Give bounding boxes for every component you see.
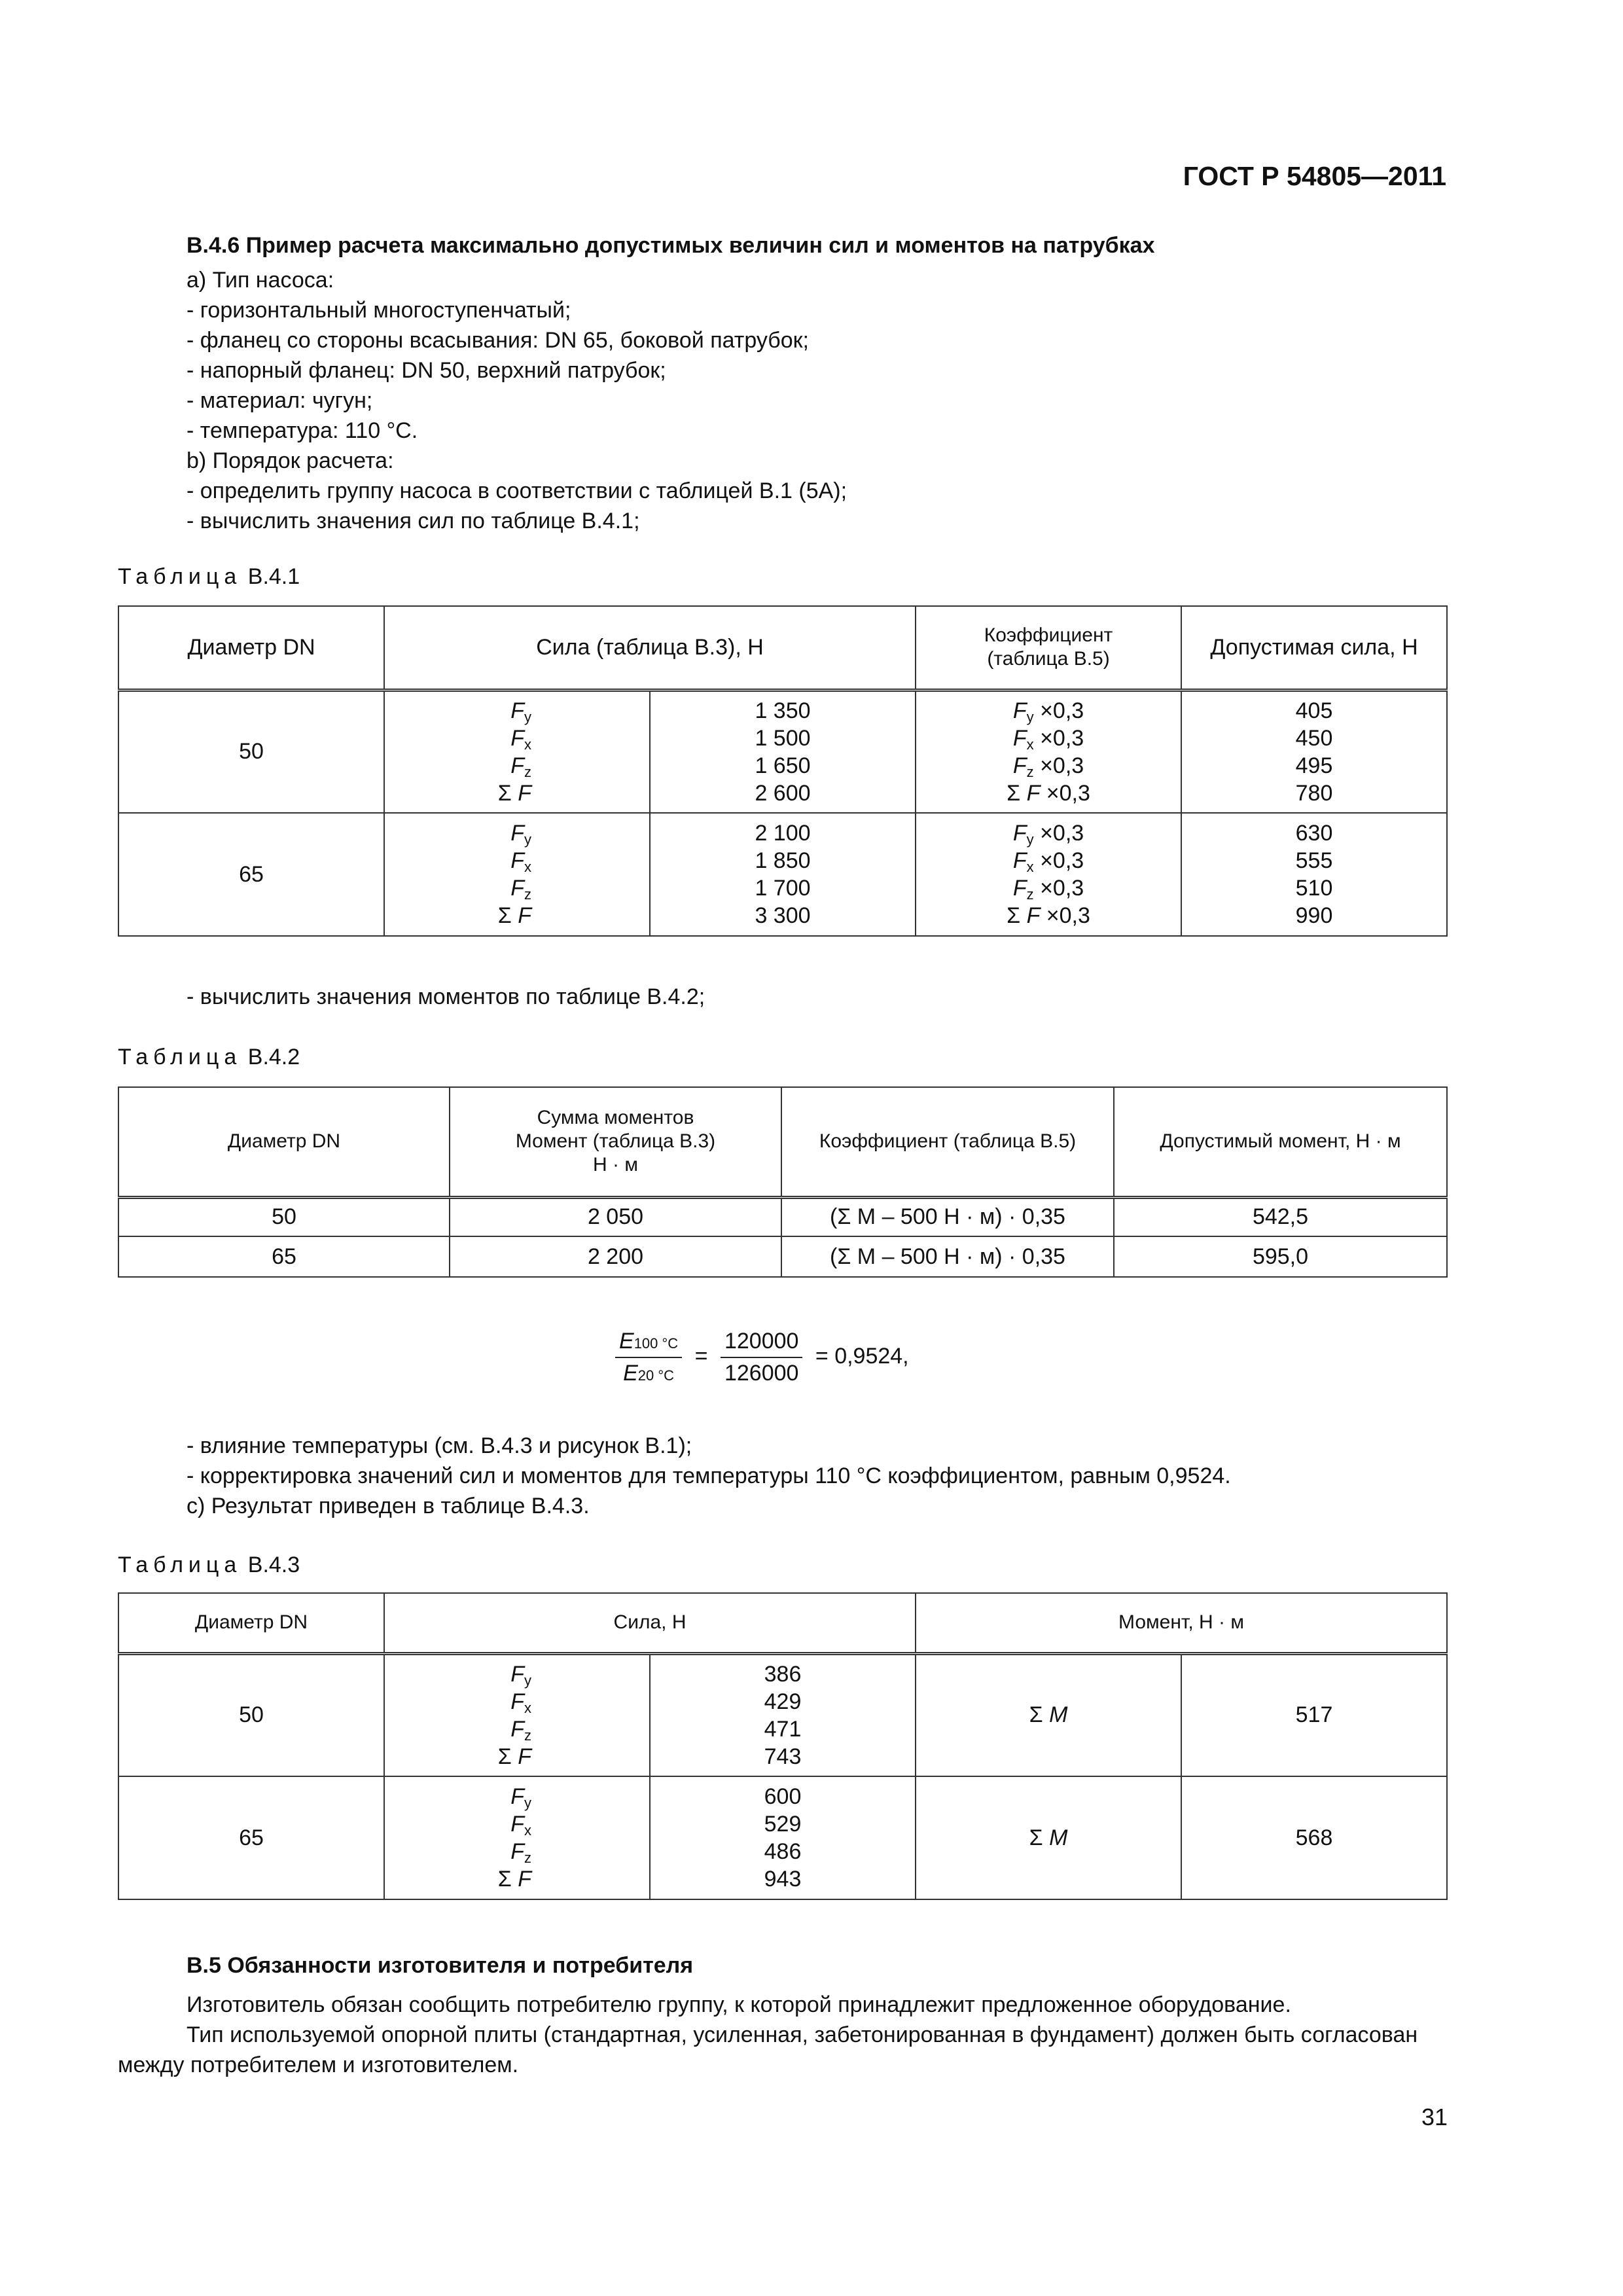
- text-line: - вычислить значения моментов по таблице В.4.2;: [187, 984, 705, 1009]
- coef-cell: [916, 813, 1181, 936]
- dn-cell: 50: [118, 1653, 384, 1776]
- symbol-sum-f: Σ F: [497, 903, 531, 928]
- value: 1 850: [755, 848, 811, 873]
- symbol-fz: $F_z$: [510, 1839, 531, 1866]
- header-diameter: Диаметр DN: [118, 1593, 384, 1653]
- dn-cell: 65: [118, 813, 384, 936]
- value: 405: [1295, 698, 1333, 723]
- text-line: с) Результат приведен в таблице В.4.3.: [187, 1494, 590, 1518]
- header-moment: Момент, Н · м: [916, 1593, 1447, 1653]
- value: 3 300: [755, 903, 811, 928]
- header-diameter: Диаметр DN: [118, 606, 384, 690]
- symbol-fz: $F_z$: [510, 753, 531, 780]
- header-line: Момент (таблица В.3): [515, 1130, 716, 1153]
- header-coef-line: Коэффициент: [984, 624, 1113, 647]
- symbol-fy: $F_y$: [510, 1661, 531, 1689]
- table-caption-b42: [118, 1045, 300, 1070]
- dn-cell: 50: [118, 690, 384, 813]
- value: 1 350: [755, 698, 811, 723]
- table-caption-b41: [118, 564, 300, 590]
- symbol-fx: $F_x$: [510, 848, 531, 875]
- text-line: - корректировка значений сил и моментов для температуры 110 °С коэффициентом, равным 0,9524.: [187, 1463, 1231, 1488]
- paragraph: Изготовитель обязан сообщить потребителю группу, к которой принадлежит предложенное оборудование.: [187, 1992, 1291, 2017]
- symbol-fy: $F_y$: [510, 821, 531, 848]
- symbol-sum-f: Σ F: [497, 1867, 531, 1892]
- paragraph: Тип используемой опорной плиты (стандартная, усиленная, забетонированная в фундамент) должен быть согласован между потребителем и изготовителем.: [118, 2022, 1418, 2077]
- value: 386: [764, 1661, 802, 1687]
- table-row: [118, 690, 1447, 813]
- coef-fy: $F_y \times 0,3$: [1012, 821, 1084, 848]
- caption-number: В.4.3: [247, 1552, 300, 1577]
- moment-cell: 2 050: [450, 1197, 781, 1236]
- caption-word: Таблица: [118, 1045, 242, 1069]
- header-force: Сила (таблица В.3), Н: [384, 606, 916, 690]
- moment-cell: 2 200: [450, 1236, 781, 1277]
- sum-m-cell: Σ M: [916, 1776, 1181, 1899]
- caption-number: В.4.1: [247, 564, 300, 589]
- symbol-cell: [384, 813, 650, 936]
- allowed-cell: 595,0: [1114, 1236, 1447, 1277]
- dn-cell: 65: [118, 1776, 384, 1899]
- value: 630: [1295, 821, 1333, 846]
- dn-cell: 50: [118, 1197, 450, 1236]
- temperature-formula: [615, 1329, 909, 1386]
- table-row: [118, 1653, 1447, 1776]
- value: 471: [764, 1716, 802, 1742]
- symbol-fx: $F_x$: [510, 725, 531, 753]
- value: 1 700: [755, 876, 811, 901]
- value: 600: [764, 1784, 802, 1809]
- sum-m-cell: Σ M: [916, 1653, 1181, 1776]
- equals-sign: =: [694, 1343, 708, 1369]
- header-allowed-force: Допустимая сила, Н: [1181, 606, 1447, 690]
- header-coefficient: Коэффициент (таблица В.5): [781, 1087, 1114, 1197]
- value: 990: [1295, 903, 1333, 928]
- fraction-values: $\frac{120000}{126000}$: [721, 1329, 802, 1386]
- value-cell: [650, 1776, 916, 1899]
- value: 486: [764, 1839, 802, 1864]
- text-line: - температура: 110 °С.: [187, 418, 418, 443]
- coef-cell: [916, 690, 1181, 813]
- text-line: b) Порядок расчета:: [187, 448, 394, 473]
- coef-sum: Σ F ×0,3: [1007, 780, 1090, 806]
- symbol-cell: [384, 690, 650, 813]
- table-b43: [118, 1592, 1448, 1900]
- value: 1 650: [755, 753, 811, 778]
- value: 1 500: [755, 725, 811, 751]
- table-row: [118, 1236, 1447, 1277]
- table-b41: [118, 605, 1448, 937]
- symbol-fy: $F_y$: [510, 1784, 531, 1811]
- symbol-sum-f: Σ F: [497, 780, 531, 806]
- fraction-e: $\frac{E100 ^\circ C}{E20 ^\circ C}$: [615, 1329, 682, 1386]
- moment-cell: 517: [1181, 1653, 1447, 1776]
- caption-word: Таблица: [118, 1552, 242, 1577]
- section-title-b5: В.5 Обязанности изготовителя и потребителя: [187, 1953, 694, 1978]
- header-force: Сила, Н: [384, 1593, 916, 1653]
- after-formula-lines: [187, 1431, 1231, 1521]
- allowed-cell: [1181, 690, 1447, 813]
- value: 2 100: [755, 821, 811, 846]
- section-title-b46: В.4.6 Пример расчета максимально допустимых величин сил и моментов на патрубках: [187, 233, 1155, 258]
- caption-number: В.4.2: [247, 1045, 300, 1069]
- coef-fz: $F_z \times 0,3$: [1012, 876, 1084, 903]
- value: 555: [1295, 848, 1333, 873]
- value-cell: [650, 690, 916, 813]
- coef-fz: $F_z \times 0,3$: [1012, 753, 1084, 780]
- symbol-fx: $F_x$: [510, 1689, 531, 1716]
- value: 450: [1295, 725, 1333, 751]
- symbol-fz: $F_z$: [510, 1716, 531, 1744]
- header-line: Сумма моментов: [537, 1107, 694, 1129]
- header-coef-line: (таблица В.5): [987, 648, 1110, 670]
- value: 429: [764, 1689, 802, 1714]
- value-cell: [650, 813, 916, 936]
- symbol-fy: $F_y$: [510, 698, 531, 725]
- symbol-fx: $F_x$: [510, 1812, 531, 1839]
- text-line: - горизонтальный многоступенчатый;: [187, 298, 571, 323]
- text-line: - напорный фланец: DN 50, верхний патрубок;: [187, 358, 666, 383]
- header-line: Н · м: [593, 1154, 638, 1176]
- symbol-fz: $F_z$: [510, 876, 531, 903]
- value: 2 600: [755, 780, 811, 806]
- coef-cell: (Σ M – 500 Н · м) · 0,35: [781, 1197, 1114, 1236]
- symbol-cell: [384, 1653, 650, 1776]
- coef-fx: $F_x \times 0,3$: [1012, 848, 1084, 875]
- value: 510: [1295, 876, 1333, 901]
- coef-cell: (Σ M – 500 Н · м) · 0,35: [781, 1236, 1114, 1277]
- coef-fx: $F_x \times 0,3$: [1012, 725, 1084, 753]
- header-moment-sum: [450, 1087, 781, 1197]
- allowed-cell: 542,5: [1114, 1197, 1447, 1236]
- value-cell: [650, 1653, 916, 1776]
- table-row: [118, 813, 1447, 936]
- value: 780: [1295, 780, 1333, 806]
- text-line: а) Тип насоса:: [187, 268, 334, 293]
- header-allowed-moment: Допустимый момент, Н · м: [1114, 1087, 1447, 1197]
- page-number: 31: [1421, 2104, 1448, 2130]
- value: 495: [1295, 753, 1333, 778]
- table-b42: [118, 1086, 1448, 1278]
- value: 943: [764, 1867, 802, 1892]
- symbol-sum-f: Σ F: [497, 1744, 531, 1769]
- value: 529: [764, 1812, 802, 1837]
- caption-word: Таблица: [118, 564, 242, 589]
- dn-cell: 65: [118, 1236, 450, 1277]
- coef-fy: $F_y \times 0,3$: [1012, 698, 1084, 725]
- header-coefficient: [916, 606, 1181, 690]
- text-line: - определить группу насоса в соответствии с таблицей В.1 (5А);: [187, 478, 847, 503]
- text-line: - влияние температуры (см. В.4.3 и рисунок В.1);: [187, 1433, 692, 1458]
- table-row: [118, 1776, 1447, 1899]
- table-caption-b43: [118, 1552, 300, 1578]
- value: 743: [764, 1744, 802, 1769]
- text-line: - вычислить значения сил по таблице В.4.1;: [187, 509, 640, 533]
- formula-result: = 0,9524,: [815, 1343, 909, 1369]
- coef-sum: Σ F ×0,3: [1007, 903, 1090, 928]
- symbol-cell: [384, 1776, 650, 1899]
- moment-cell: 568: [1181, 1776, 1447, 1899]
- section-b46-lines: [187, 265, 847, 536]
- standard-id: ГОСТ Р 54805—2011: [1183, 161, 1446, 191]
- allowed-cell: [1181, 813, 1447, 936]
- text-line: - фланец со стороны всасывания: DN 65, боковой патрубок;: [187, 328, 809, 353]
- text-line: - материал: чугун;: [187, 388, 373, 413]
- table-row: [118, 1197, 1447, 1236]
- header-diameter: Диаметр DN: [118, 1087, 450, 1197]
